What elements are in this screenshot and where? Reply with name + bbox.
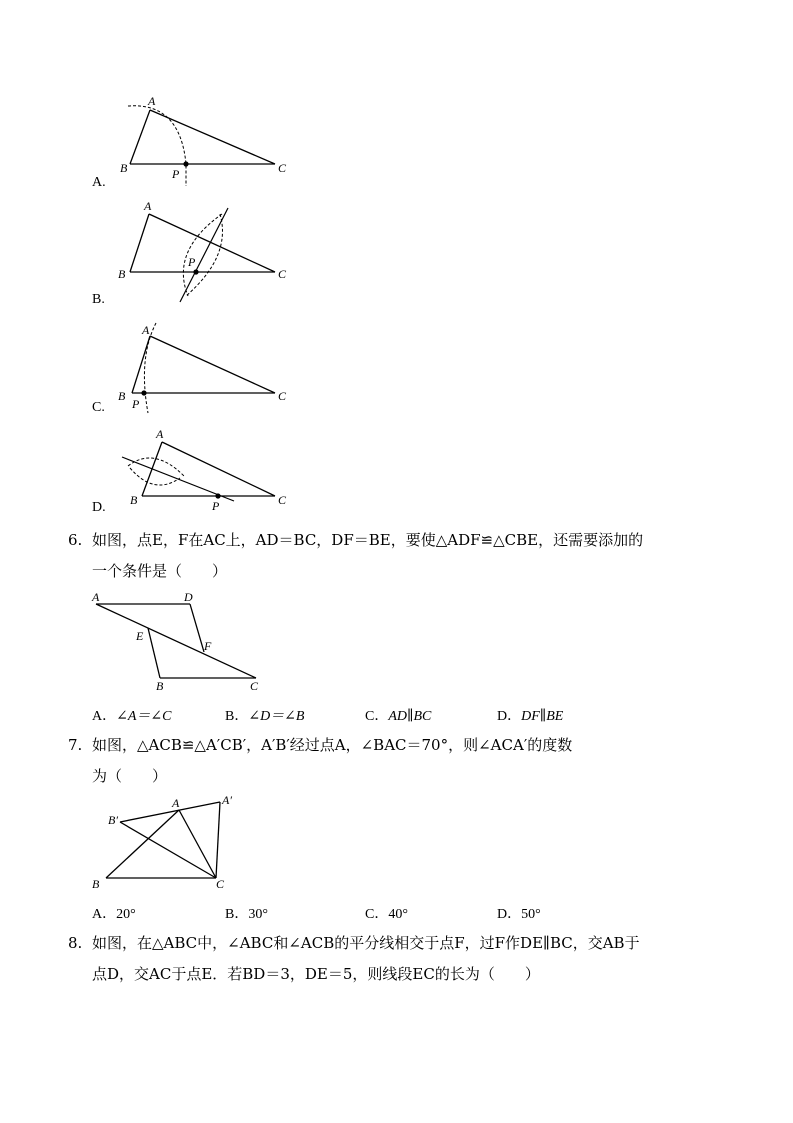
q7-figure [86, 790, 256, 896]
q7-stem-line1: 如图，△ACB≌△A′CB′，A′B′经过点A，∠BAC＝70°，则∠ACA′的度数 [92, 736, 573, 754]
q7-label-a: A [172, 796, 180, 810]
q7-choice-d[interactable] [497, 903, 541, 923]
q6-choice-c-letter: C． [365, 709, 389, 724]
q5-option-b-figure [110, 196, 310, 306]
q5a-label-c: C [278, 161, 287, 175]
q7-choice-b-letter: B． [225, 907, 249, 922]
q6-label-f: F [204, 639, 212, 653]
q6-label-e: E [136, 629, 144, 643]
q7-choice-c[interactable] [365, 903, 408, 923]
q5a-label-a: A [148, 94, 156, 108]
q8-number: 8. [68, 934, 83, 952]
q6-label-b: B [156, 679, 164, 693]
q5c-label-b: B [118, 389, 126, 403]
q6-choice-d-text: DF∥BE [521, 709, 564, 724]
q5c-label-c: C [278, 389, 287, 403]
q7-choice-a-text: 20° [116, 907, 136, 922]
q5-option-c-figure [110, 318, 310, 418]
q7-choice-c-letter: C． [365, 907, 389, 922]
q6-number: 6. [68, 531, 83, 549]
q5-option-c-label: C. [92, 400, 105, 415]
q5a-label-b: B [120, 161, 128, 175]
q5-option-d-label: D. [92, 500, 106, 515]
q6-choice-d-letter: D． [497, 709, 522, 724]
q7-number: 7. [68, 736, 83, 754]
q5-option-d-figure [110, 424, 310, 514]
q5b-label-c: C [278, 267, 287, 281]
q5b-label-a: A [144, 199, 152, 213]
q6-choice-a[interactable] [92, 705, 171, 725]
q6-choice-d[interactable] [497, 705, 563, 725]
q7-choice-b-text: 30° [248, 907, 268, 922]
q5c-label-p: P [132, 397, 140, 411]
q8-stem-line2: 点D，交AC于点E．若BD＝3，DE＝5，则线段EC的长为（ ） [92, 965, 540, 983]
q5-option-b-label: B. [92, 292, 105, 307]
q6-label-c: C [250, 679, 259, 693]
q5-option-a-figure [110, 90, 310, 190]
q6-choice-b[interactable] [225, 705, 304, 725]
q8-stem-line1: 如图，在△ABC中，∠ABC和∠ACB的平分线相交于点F，过F作DE∥BC，交AB于 [92, 934, 640, 952]
q7-choice-a[interactable] [92, 903, 136, 923]
q6-stem-line1: 如图，点E，F在AC上，AD＝BC，DF＝BE，要使△ADF≌△CBE，还需要添加的 [92, 531, 644, 549]
q7-label-b-prime: B′ [108, 813, 118, 827]
q6-figure [86, 588, 276, 696]
q6-choice-c-text: AD∥BC [388, 709, 432, 724]
q6-stem-line2: 一个条件是（ ） [92, 562, 228, 580]
q6-choices [92, 705, 692, 725]
q7-label-a-prime: A′ [222, 793, 232, 807]
q6-label-d: D [184, 590, 193, 604]
q7-label-b: B [92, 877, 100, 891]
q7-choice-a-letter: A． [92, 907, 117, 922]
q5d-label-c: C [278, 493, 287, 507]
q5d-label-b: B [130, 493, 138, 507]
q7-choices [92, 903, 692, 923]
q6-choice-a-text: ∠A＝∠C [116, 709, 172, 724]
q7-label-c: C [216, 877, 225, 891]
q5-option-a-label: A. [92, 175, 106, 190]
q5b-label-b: B [118, 267, 126, 281]
q7-stem-line2: 为（ ） [92, 767, 168, 785]
q5d-label-a: A [156, 427, 164, 441]
q5c-label-a: A [142, 323, 150, 337]
q6-choice-c[interactable] [365, 705, 431, 725]
q7-choice-b[interactable] [225, 903, 268, 923]
q7-choice-c-text: 40° [388, 907, 408, 922]
q6-label-a: A [92, 590, 100, 604]
q5b-label-p: P [188, 255, 196, 269]
q7-choice-d-text: 50° [521, 907, 541, 922]
q6-choice-b-letter: B． [225, 709, 249, 724]
q6-choice-b-text: ∠D＝∠B [248, 709, 305, 724]
q5d-label-p: P [212, 499, 220, 513]
q5a-label-p: P [172, 167, 180, 181]
q6-choice-a-letter: A． [92, 709, 117, 724]
q7-choice-d-letter: D． [497, 907, 522, 922]
